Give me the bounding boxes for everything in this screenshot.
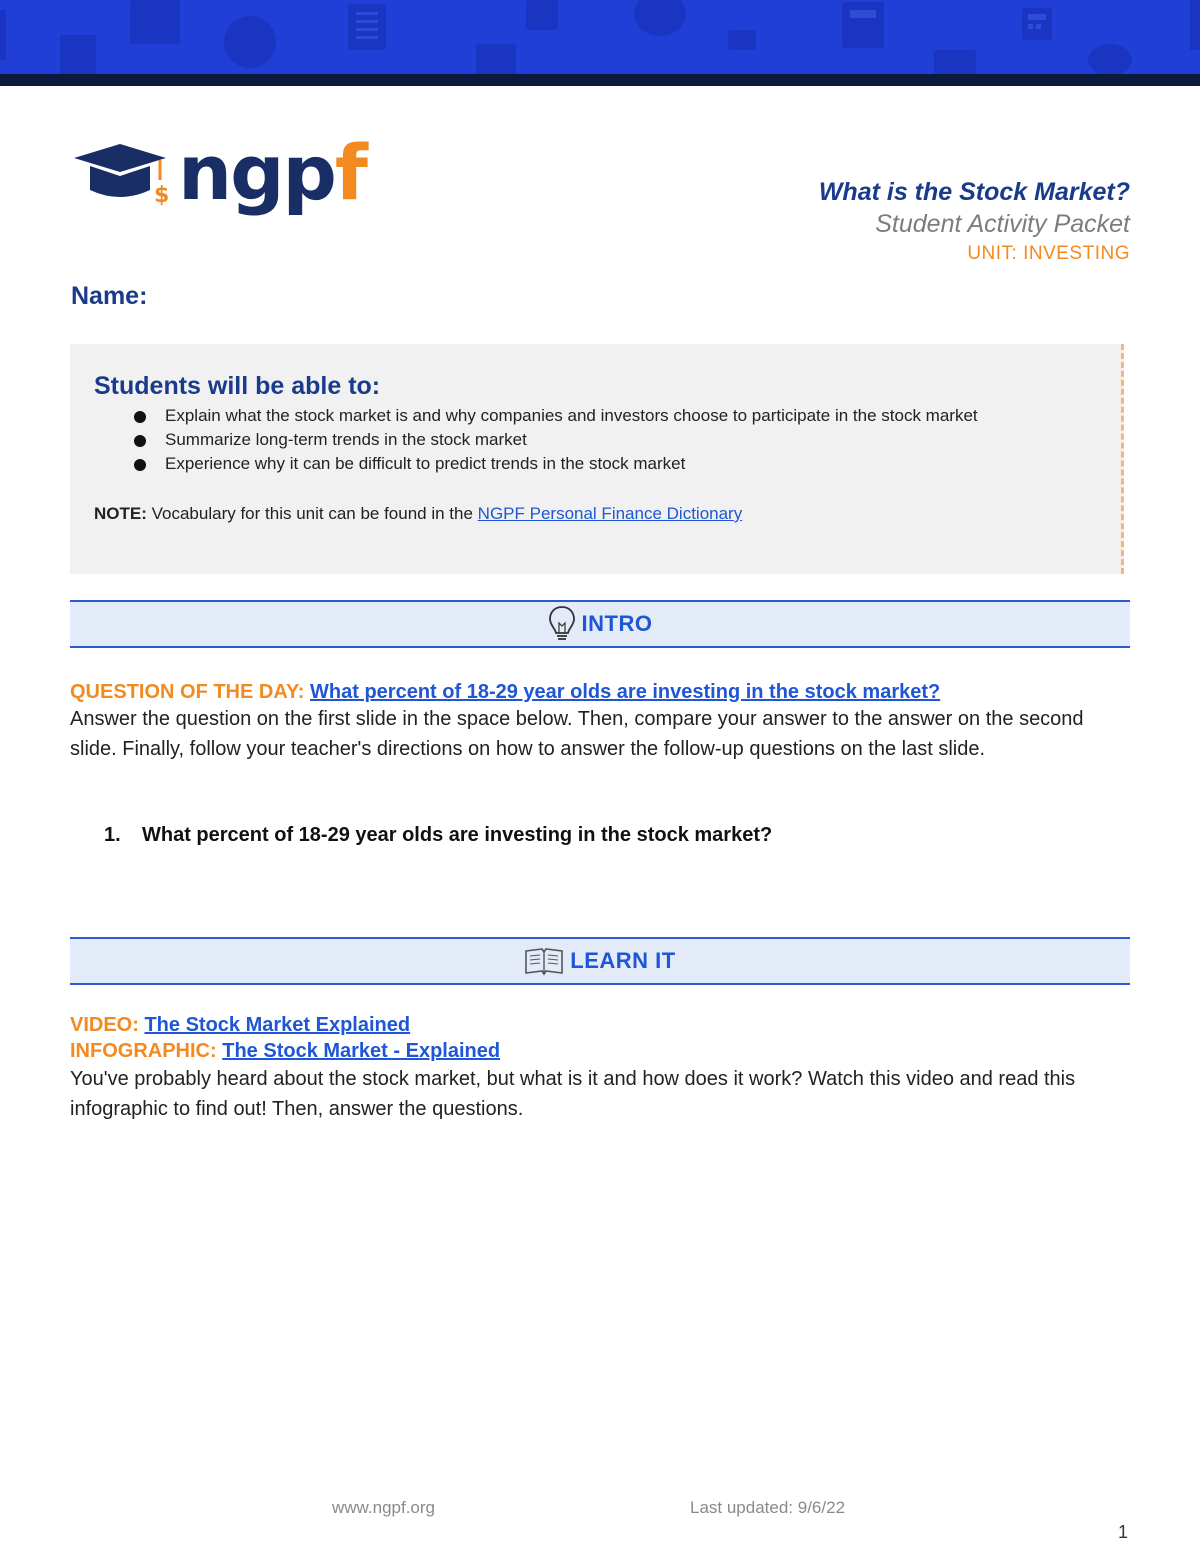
learn-it-description: You've probably heard about the stock market, but what is it and how does it work? Watch this video and read this infographic to find out! Then, answer the questions. — [70, 1068, 1076, 1120]
video-label: VIDEO: — [70, 1014, 139, 1036]
intro-instructions: Answer the question on the first slide in the space below. Then, compare your answer to the answer on the second slide. Finally, follow your teacher's directions on how to answer the follow-up questions on the last slide. — [70, 708, 1084, 760]
question-of-the-day — [70, 677, 1130, 707]
svg-text:$: $ — [154, 183, 170, 208]
learn-it-header-label: LEARN IT — [570, 948, 676, 973]
infographic-line — [70, 1038, 1130, 1064]
objectives-list — [94, 404, 1097, 476]
infographic-link[interactable]: The Stock Market - Explained — [222, 1040, 501, 1062]
graduation-cap-icon — [74, 144, 178, 214]
page-title: What is the Stock Market? — [818, 178, 1130, 206]
video-link[interactable]: The Stock Market Explained — [144, 1014, 411, 1036]
header-stripe — [0, 74, 1200, 86]
list-item: Experience why it can be difficult to predict trends in the stock market — [94, 452, 1097, 476]
page-number: 1 — [1118, 1522, 1129, 1542]
video-line — [70, 1012, 1130, 1038]
question-number: 1. — [104, 824, 121, 846]
qotd-label: QUESTION OF THE DAY: — [70, 681, 305, 703]
qotd-link[interactable]: What percent of 18-29 year olds are investing in the stock market? — [310, 681, 941, 703]
list-item: Summarize long-term trends in the stock market — [94, 428, 1097, 452]
question-1 — [104, 824, 772, 847]
lightbulb-icon — [548, 605, 576, 643]
intro-header-label: INTRO — [581, 611, 653, 636]
open-book-icon — [524, 946, 564, 976]
objectives-title: Students will be able to: — [94, 372, 381, 400]
vocabulary-note: NOTE: Vocabulary for this unit can be found in the NGPF Personal Finance Dictionary — [94, 504, 743, 523]
footer-last-updated: Last updated: 9/6/22 — [690, 1498, 846, 1517]
bullet-icon — [134, 459, 146, 471]
infographic-label: INFOGRAPHIC: — [70, 1040, 217, 1062]
header-banner — [0, 0, 1200, 74]
page-subtitle: Student Activity Packet — [875, 210, 1130, 238]
name-label: Name: — [71, 282, 148, 310]
logo-wordmark: ngpf — [178, 128, 366, 217]
objectives-box — [70, 344, 1124, 574]
list-item: Explain what the stock market is and why companies and investors choose to participate in the stock market — [94, 404, 1097, 428]
bullet-icon — [134, 435, 146, 447]
dictionary-link[interactable]: NGPF Personal Finance Dictionary — [477, 504, 743, 523]
bullet-icon — [134, 411, 146, 423]
learn-it-section-header — [70, 937, 1130, 985]
footer-url: www.ngpf.org — [332, 1498, 435, 1517]
intro-section-header — [70, 600, 1130, 648]
unit-label: UNIT: INVESTING — [967, 243, 1130, 264]
ngpf-logo — [74, 128, 366, 222]
banner-pattern-icon — [0, 0, 1200, 74]
title-block — [630, 176, 1130, 268]
question-text: What percent of 18-29 year olds are investing in the stock market? — [142, 824, 773, 846]
